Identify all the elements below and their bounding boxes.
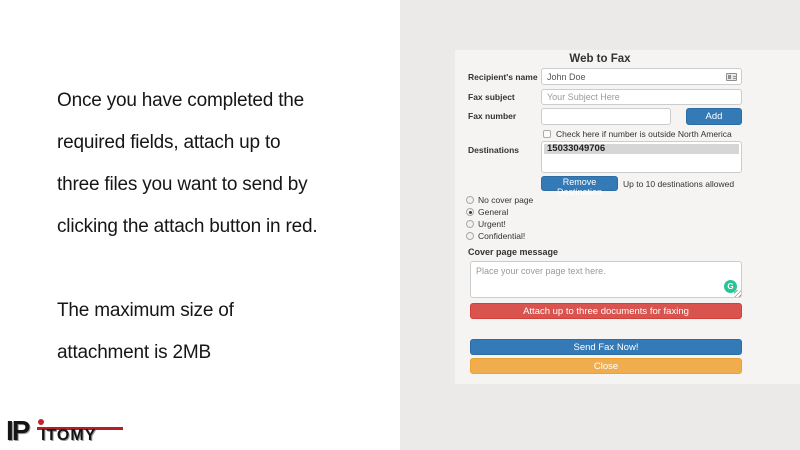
radio-urgent[interactable] <box>466 220 474 228</box>
radio-label: Confidential! <box>478 231 526 241</box>
send-fax-button[interactable]: Send Fax Now! <box>470 339 742 355</box>
remove-destination-button[interactable]: Remove Destination <box>541 176 618 191</box>
outside-na-checkbox-label: Check here if number is outside North America <box>556 129 732 139</box>
attach-documents-button[interactable]: Attach up to three documents for faxing <box>470 303 742 319</box>
logo-itomy-text: ITOMY <box>41 427 97 444</box>
instruction-line: The maximum size of <box>57 300 234 321</box>
cover-page-message-wrap <box>470 261 742 298</box>
web-to-fax-form <box>455 50 800 384</box>
add-number-button[interactable]: Add <box>686 108 742 125</box>
fax-subject-label: Fax subject <box>468 92 515 102</box>
logo-ip-text: IP <box>6 415 29 446</box>
contacts-autofill-icon[interactable] <box>726 73 737 81</box>
resize-handle-icon[interactable] <box>734 290 741 297</box>
recipient-name-field-wrap <box>541 68 742 85</box>
instruction-line: required fields, attach up to <box>57 132 281 153</box>
radio-label: General <box>478 207 509 217</box>
cover-page-message-label: Cover page message <box>468 247 559 257</box>
screenshot-pane <box>400 0 800 450</box>
radio-general[interactable] <box>466 208 474 216</box>
destinations-listbox[interactable] <box>541 141 742 173</box>
ipitomy-logo <box>6 416 131 448</box>
recipient-name-input[interactable] <box>541 68 742 85</box>
fax-number-input[interactable] <box>541 108 671 125</box>
cover-page-message-textarea[interactable] <box>470 261 742 298</box>
destinations-limit-note: Up to 10 destinations allowed <box>623 179 735 189</box>
form-title: Web to Fax <box>569 53 631 65</box>
logo-red-dot-icon <box>38 419 44 425</box>
destinations-label: Destinations <box>468 145 520 155</box>
instruction-text <box>57 80 367 374</box>
radio-label: Urgent! <box>478 219 506 229</box>
outside-na-checkbox[interactable] <box>543 130 551 138</box>
close-button[interactable]: Close <box>470 358 742 374</box>
grammarly-icon[interactable]: G <box>724 280 737 293</box>
destination-item-selected[interactable]: 15033049706 <box>544 144 739 154</box>
instruction-line: clicking the attach button in red. <box>57 216 318 237</box>
instruction-line <box>57 248 367 290</box>
radio-no-cover-page[interactable] <box>466 196 474 204</box>
fax-number-label: Fax number <box>468 111 517 121</box>
radio-confidential[interactable] <box>466 232 474 240</box>
fax-subject-input[interactable] <box>541 89 742 105</box>
instruction-line: Once you have completed the <box>57 90 305 111</box>
radio-label: No cover page <box>478 195 534 205</box>
instruction-line: three files you want to send by <box>57 174 308 195</box>
instruction-line: attachment is 2MB <box>57 342 211 363</box>
recipient-name-label: Recipient's name <box>468 72 538 82</box>
